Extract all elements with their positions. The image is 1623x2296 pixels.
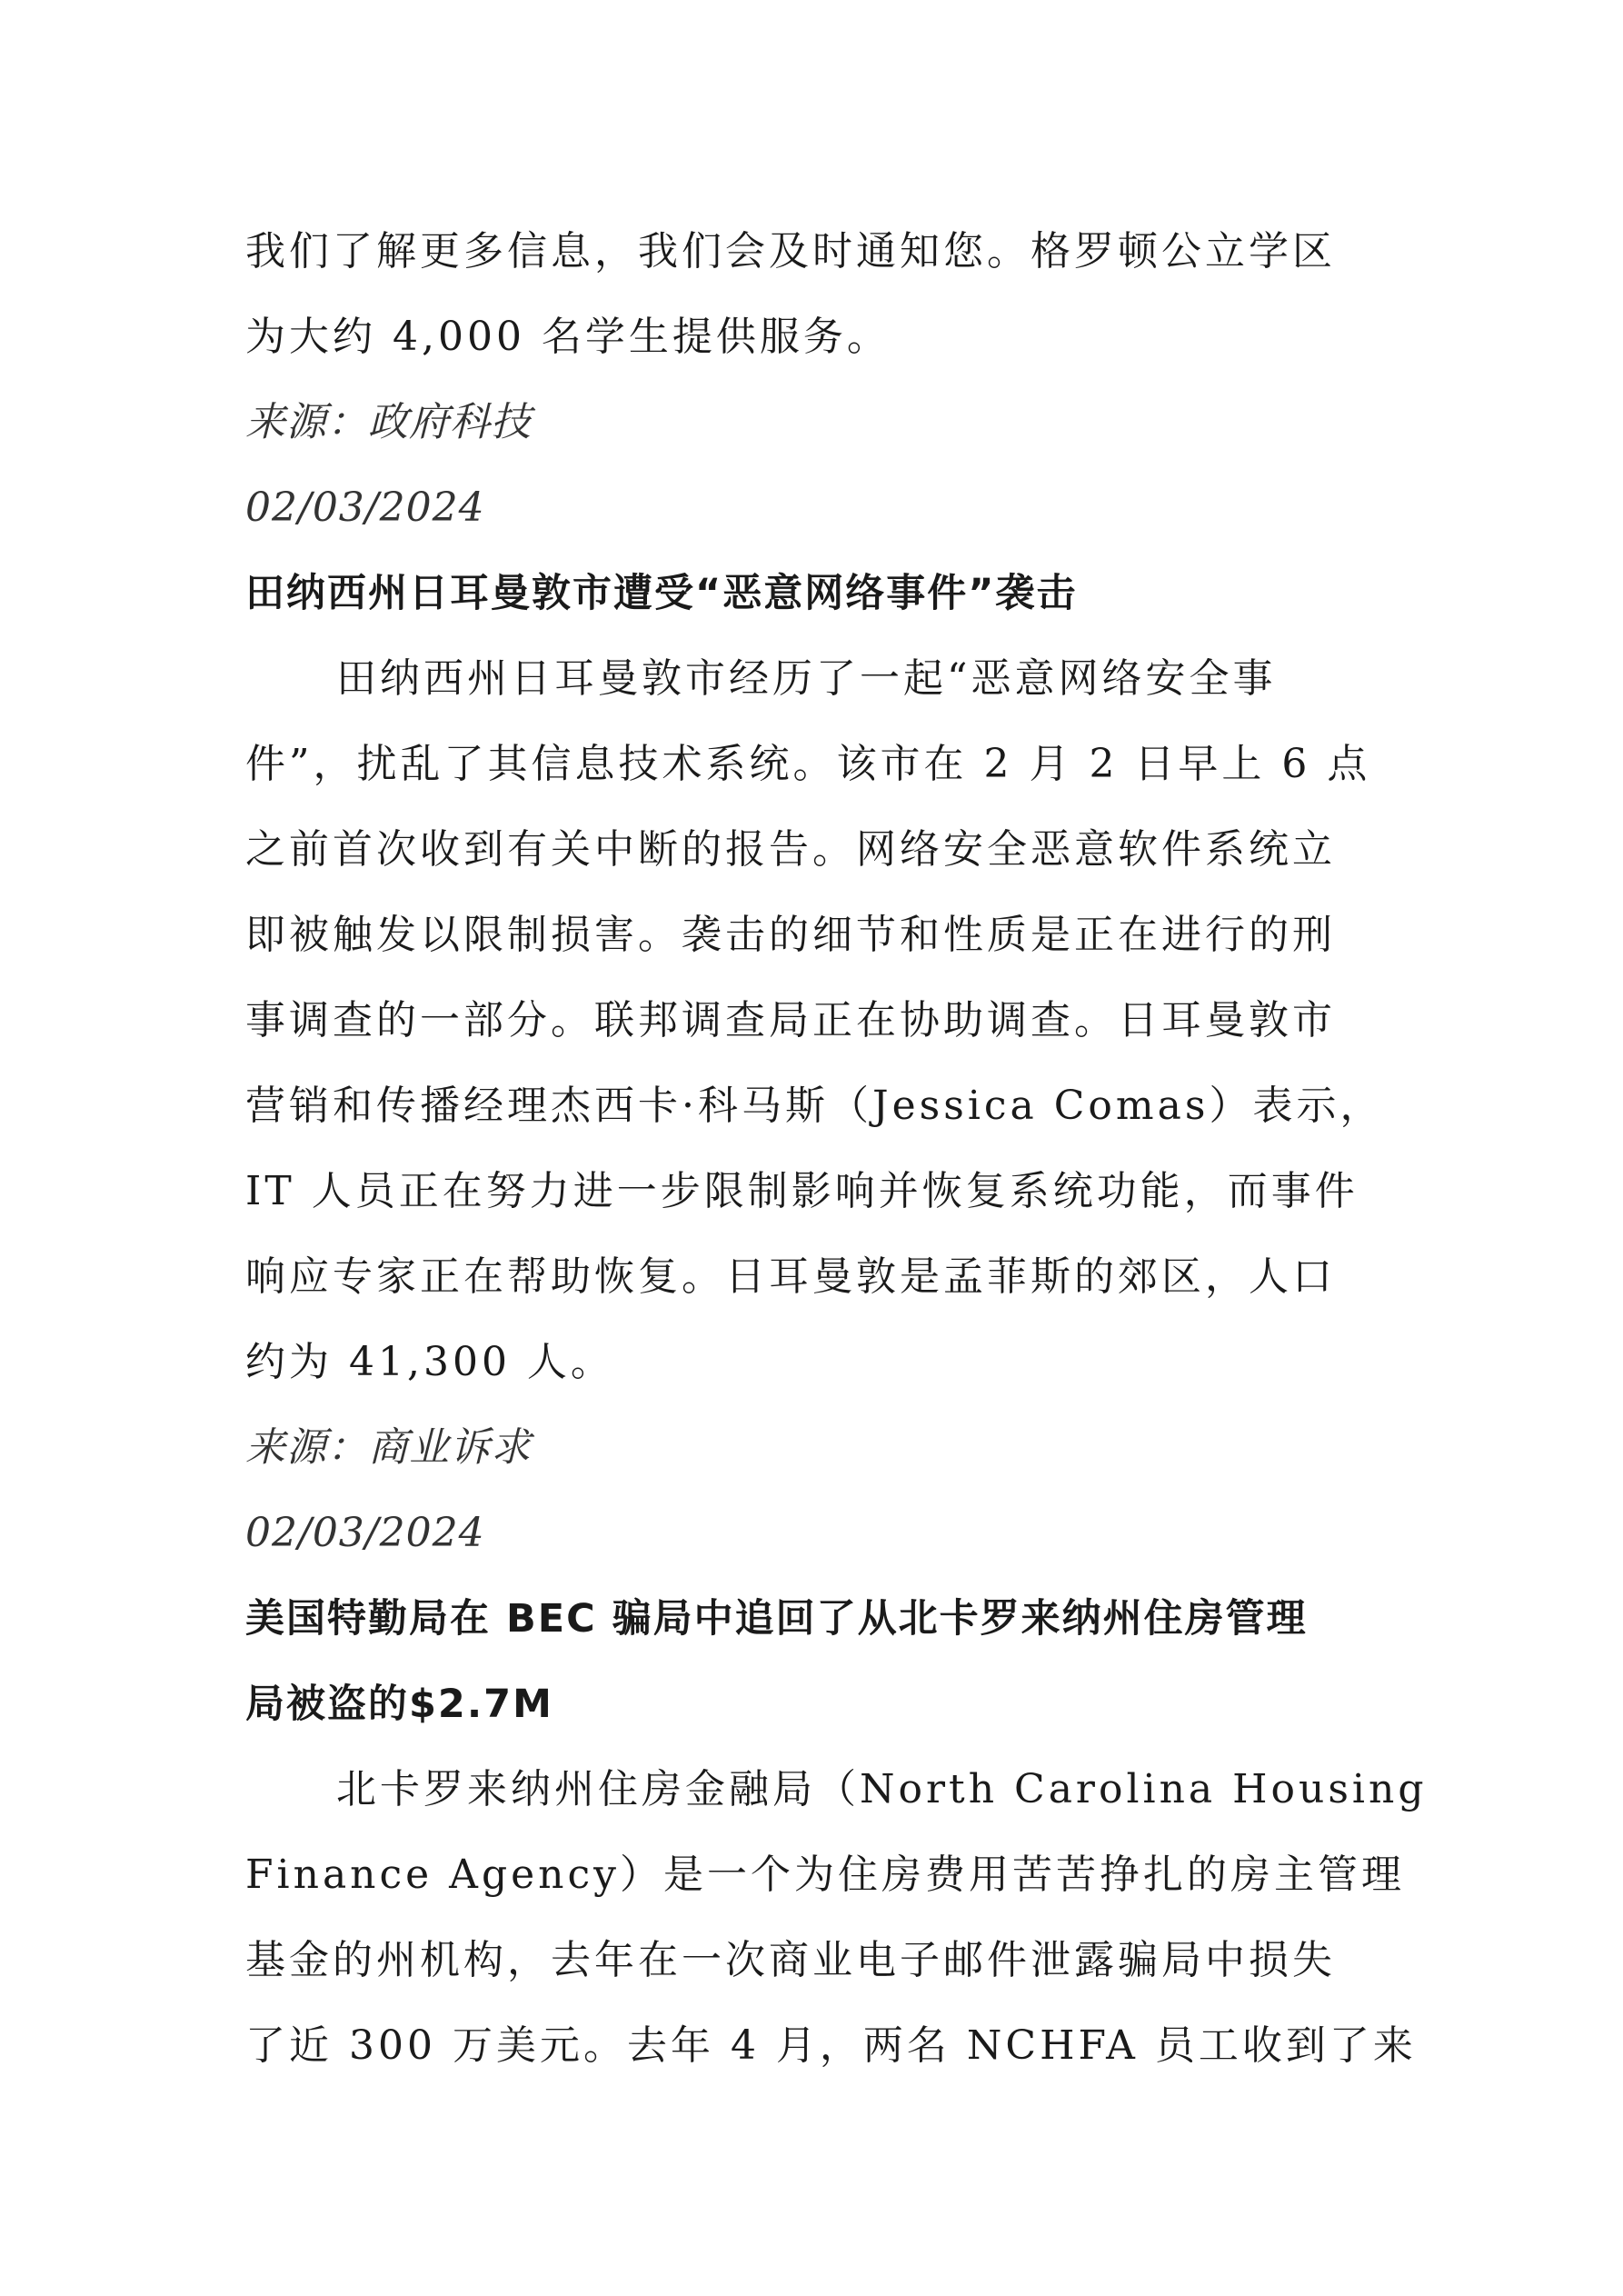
text-line: 约为 41,300 人。 xyxy=(245,1339,614,1385)
text-line: Finance Agency）是一个为住房费用苦苦挣扎的房主管理 xyxy=(245,1852,1405,1898)
text-line: 北卡罗来纳州住房金融局（North Carolina Housing xyxy=(336,1766,1428,1812)
date-label: 02/03/2024 xyxy=(245,1510,485,1556)
headline-line: 田纳西州日耳曼敦市遭受“恶意网络事件”袭击 xyxy=(245,571,1078,616)
text-line: IT 人员正在努力进一步限制影响并恢复系统功能，而事件 xyxy=(245,1168,1359,1214)
text-line: 田纳西州日耳曼敦市经历了一起“恶意网络安全事 xyxy=(336,655,1277,702)
source-label: 来源：商业诉求 xyxy=(245,1424,532,1471)
article-body xyxy=(245,1747,1428,2089)
text-line: 即被触发以限制损害。袭击的细节和性质是正在进行的刑 xyxy=(245,912,1336,958)
text-line: 基金的州机构，去年在一次商业电子邮件泄露骗局中损失 xyxy=(245,1937,1336,1983)
intro-paragraph xyxy=(245,209,1363,380)
text-line: 件”，扰乱了其信息技术系统。该市在 2 月 2 日早上 6 点 xyxy=(245,741,1371,787)
text-line: 响应专家正在帮助恢复。日耳曼敦是孟菲斯的郊区，人口 xyxy=(245,1253,1336,1300)
article-body xyxy=(245,636,1384,1405)
text-line: 为大约 4,000 名学生提供服务。 xyxy=(245,314,891,360)
text-line: 事调查的一部分。联邦调查局正在协助调查。日耳曼敦市 xyxy=(245,997,1336,1043)
headline-line: 局被盗的$2.7M xyxy=(245,1682,553,1727)
date-label: 02/03/2024 xyxy=(245,484,485,531)
text-line: 我们了解更多信息，我们会及时通知您。格罗顿公立学区 xyxy=(245,228,1336,275)
text-line: 之前首次收到有关中断的报告。网络安全恶意软件系统立 xyxy=(245,826,1336,873)
source-label: 来源：政府科技 xyxy=(245,399,532,445)
text-line: 了近 300 万美元。去年 4 月，两名 NCHFA 员工收到了来 xyxy=(245,2022,1417,2069)
headline-line: 美国特勤局在 BEC 骗局中追回了从北卡罗来纳州住房管理 xyxy=(245,1596,1308,1642)
document-page xyxy=(245,209,1428,2089)
article-headline xyxy=(245,551,1363,636)
article-headline xyxy=(245,1576,1363,1747)
text-line: 营销和传播经理杰西卡·科马斯（Jessica Comas）表示， xyxy=(245,1083,1384,1129)
